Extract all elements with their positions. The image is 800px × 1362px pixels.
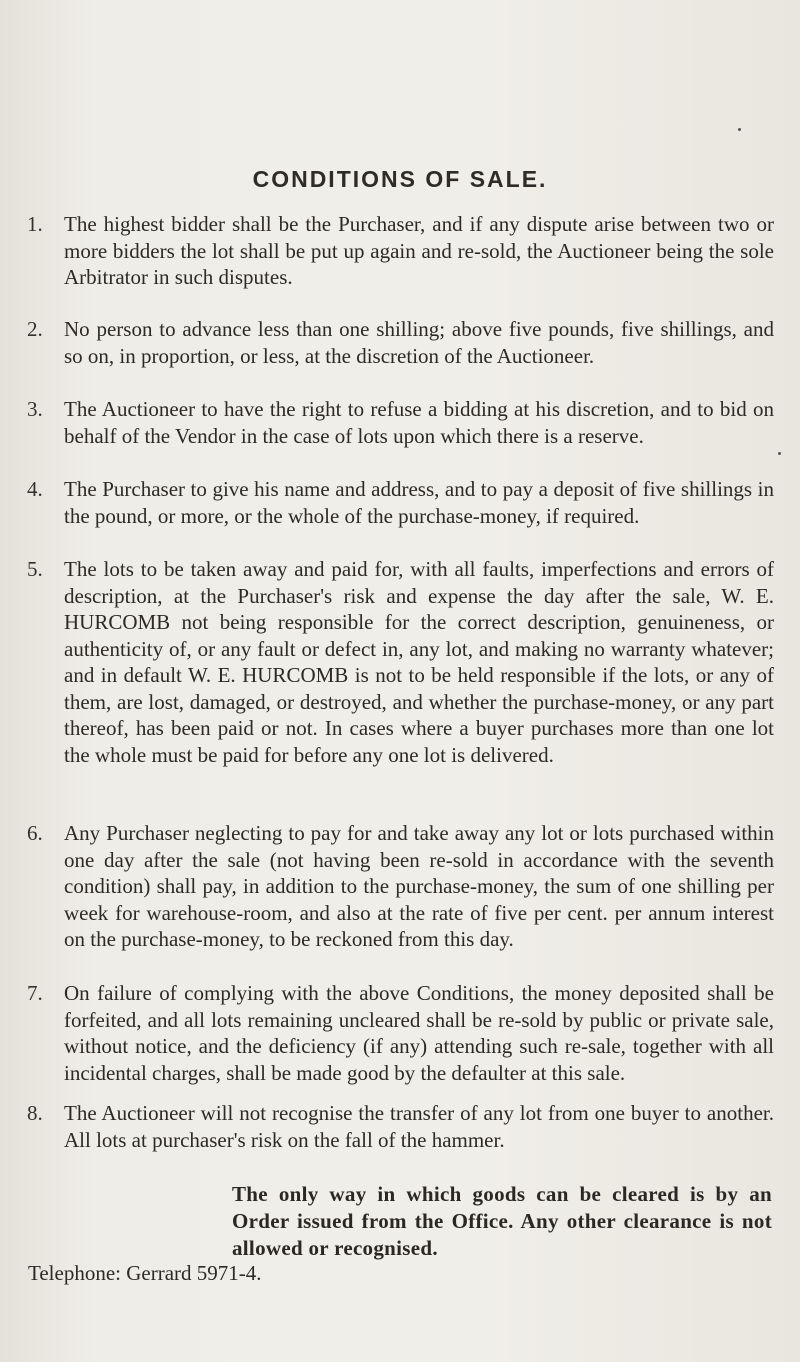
clause-text: The lots to be taken away and paid for, with all faults, imperfections and errors of description, at the Purchaser's risk and expense the day after the sale, W. E. HURCOMB not being responsible for the correct description, genuineness, or authenticity of, or any fault or defect in, any lot, and making no warranty whatever; and in default W. E. HURCOMB is not to be held responsible if the lots, or any of them, are lost, damaged, or destroyed, and whether the purchase-money, or any part thereof, has been paid or not. In cases where a buyer purchases more than one lot the whole must be paid for before any one lot is delivered. (64, 557, 774, 767)
telephone-line: Telephone: Gerrard 5971-4. (28, 1261, 262, 1285)
clause-text: The Auctioneer to have the right to refuse a bidding at his discretion, and to bid on behalf of the Vendor in the case of lots upon which there is a reserve. (64, 397, 774, 448)
clause-number: 1. (27, 212, 43, 236)
clause-number: 3. (27, 397, 43, 421)
clause-text: The Purchaser to give his name and address, and to pay a deposit of five shillings in the pound, or more, or the whole of the purchase-money, if required. (64, 477, 774, 528)
document-title: CONDITIONS OF SALE. (252, 166, 548, 192)
clause-text: No person to advance less than one shilling; above five pounds, five shillings, and so on, in proportion, or less, at the discretion of the Auctioneer. (64, 317, 774, 368)
clause-number: 7. (27, 981, 43, 1005)
ink-speck (738, 128, 741, 131)
clause-number: 4. (27, 477, 43, 501)
clause-text: The highest bidder shall be the Purchaser, and if any dispute arise between two or more bidders the lot shall be put up again and re-sold, the Auctioneer being the sole Arbitrator in such disputes. (64, 212, 774, 289)
clearance-notice: The only way in which goods can be cleared is by an Order issued from the Office. Any other clearance is not allowed or recognised. (232, 1182, 772, 1260)
clause-number: 6. (27, 821, 43, 845)
clause-number: 2. (27, 317, 43, 341)
clause-text: On failure of complying with the above Conditions, the money deposited shall be forfeited, and all lots remaining uncleared shall be re-sold by public or private sale, without notice, and the deficiency (if any) attending such re-sale, together with all incidental charges, shall be made good by the defaulter at this sale. (64, 981, 774, 1085)
clause-number: 8. (27, 1101, 43, 1125)
clause-text: Any Purchaser neglecting to pay for and take away any lot or lots purchased within one day after the sale (not having been re-sold in accordance with the seventh condition) shall pay, in addition to the purchase-money, the sum of one shilling per week for warehouse-room, and also at the rate of five per cent. per annum interest on the purchase-money, to be reckoned from this day. (64, 821, 774, 951)
ink-speck (778, 452, 781, 455)
clause-text: The Auctioneer will not recognise the transfer of any lot from one buyer to another. All lots at purchaser's risk on the fall of the hammer. (64, 1101, 774, 1152)
clause-number: 5. (27, 557, 43, 581)
